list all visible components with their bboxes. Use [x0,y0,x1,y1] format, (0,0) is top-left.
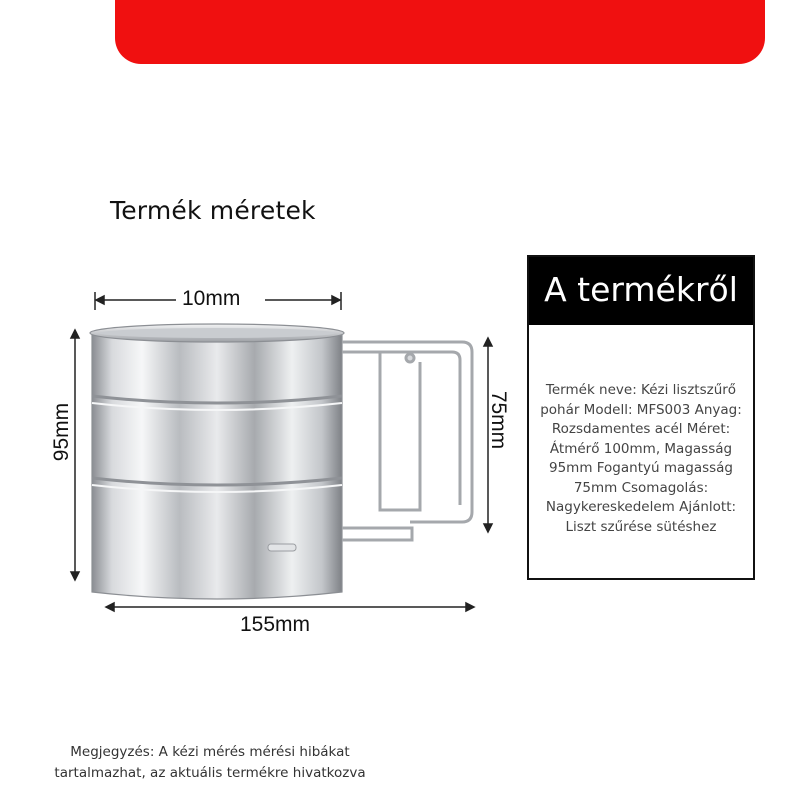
dimension-left-label: 95mm [50,402,73,462]
dimension-top-label: 10mm [182,287,241,310]
about-header: A termékről [529,257,753,325]
about-text: Termék neve: Kézi lisztszűrő pohár Modell: MFS003 Anyag: Rozsdamentes acél Méret: Átmérő 100mm, Magasság 95mm Fogantyú magasság 75mm Csomagolás: Nagykereskedelem Ajánlott: Liszt szűrése sütéshez [540,382,742,535]
section-title: Termék méretek [110,196,316,225]
about-product-box [527,255,755,580]
dimension-bottom-label: 155mm [240,613,311,636]
dimension-right-label: 75mm [487,390,510,450]
sifter-handle [342,342,472,540]
sifter-cup [90,324,344,599]
footnote: Megjegyzés: A kézi mérés mérési hibákat tartalmazhat, az aktuális termékre hivatkozva [54,744,366,781]
